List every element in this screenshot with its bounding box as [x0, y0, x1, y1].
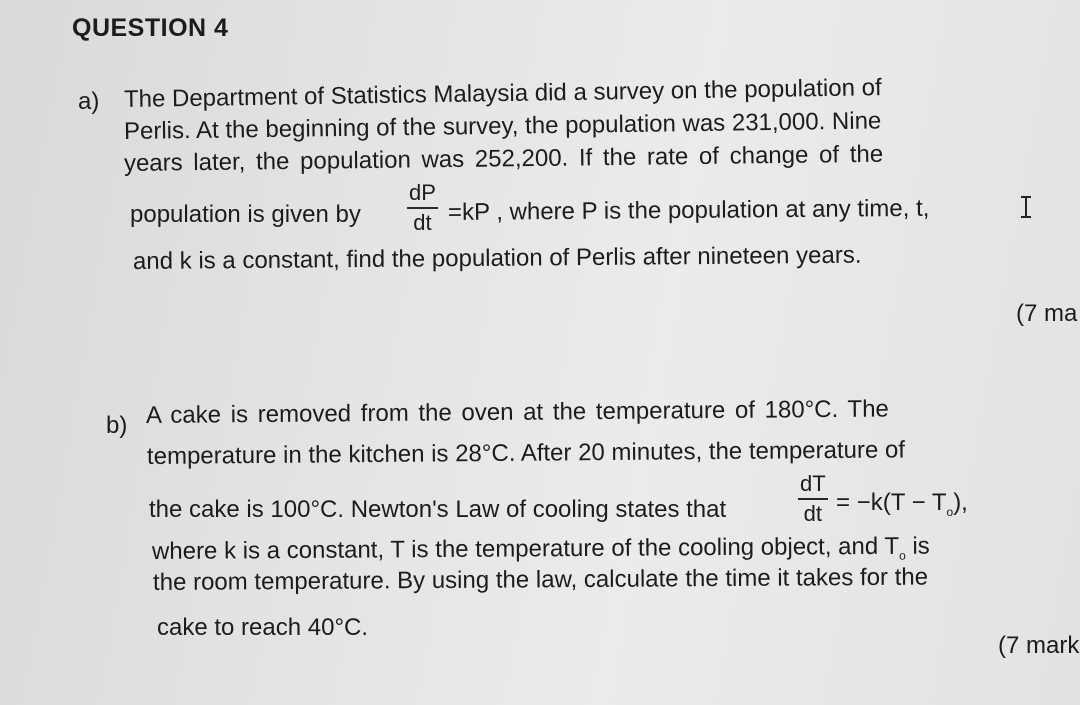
dp-dt-fraction	[407, 182, 438, 234]
part-b-line-5: the room temperature. By using the law, calculate the time it takes for the	[152, 563, 929, 596]
part-a-line-2: Perlis. At the beginning of the survey, the population was 231,000. Nine	[123, 107, 882, 145]
part-b-marks: (7 mark	[998, 632, 1080, 659]
fraction-denominator: dt	[803, 500, 823, 526]
dt-dt-fraction	[798, 473, 828, 525]
part-b-line-3-post	[836, 491, 968, 518]
fraction-numerator: dT	[800, 471, 826, 496]
fraction-bar	[798, 498, 828, 500]
part-a-marks: (7 ma	[1016, 300, 1078, 327]
fraction-bar	[407, 207, 438, 209]
part-b-line-4-text: where k is a constant, T is the temperature of the cooling object, and T	[151, 532, 900, 565]
question-title: QUESTION 4	[72, 14, 229, 42]
part-b-line-4	[151, 532, 930, 567]
part-a-line-1: The Department of Statistics Malaysia did a survey on the population of	[123, 74, 882, 113]
part-a-line-4-pre: population is given by	[130, 201, 361, 228]
fraction-numerator: dP	[409, 180, 436, 205]
part-b-line-1: A cake is removed from the oven at the temperature of 180°C. The	[145, 395, 889, 429]
subscript-o: o	[946, 504, 954, 519]
newton-law-expression: = −k(T − T	[836, 489, 947, 516]
part-a-label: a)	[78, 88, 100, 115]
part-a-line-5: and k is a constant, find the population of Perlis after nineteen years.	[132, 241, 862, 275]
part-b-line-3-pre: the cake is 100°C. Newton's Law of cooling states that	[149, 496, 727, 523]
fraction-denominator: dt	[413, 209, 432, 235]
part-b-line-6: cake to reach 40°C.	[157, 614, 369, 641]
part-b-label: b)	[106, 412, 128, 439]
newton-law-close: ),	[953, 489, 968, 516]
part-b-line-2: temperature in the kitchen is 28°C. After 20 minutes, the temperature of	[146, 436, 906, 470]
part-a-line-3: years later, the population was 252,200. If the rate of change of the	[123, 140, 884, 177]
text-cursor-icon	[1025, 196, 1027, 218]
part-b-line-4-end: is	[905, 532, 930, 560]
part-a-line-4-post: =kP , where P is the population at any time, t,	[447, 194, 930, 226]
subscript-o: o	[899, 548, 906, 563]
